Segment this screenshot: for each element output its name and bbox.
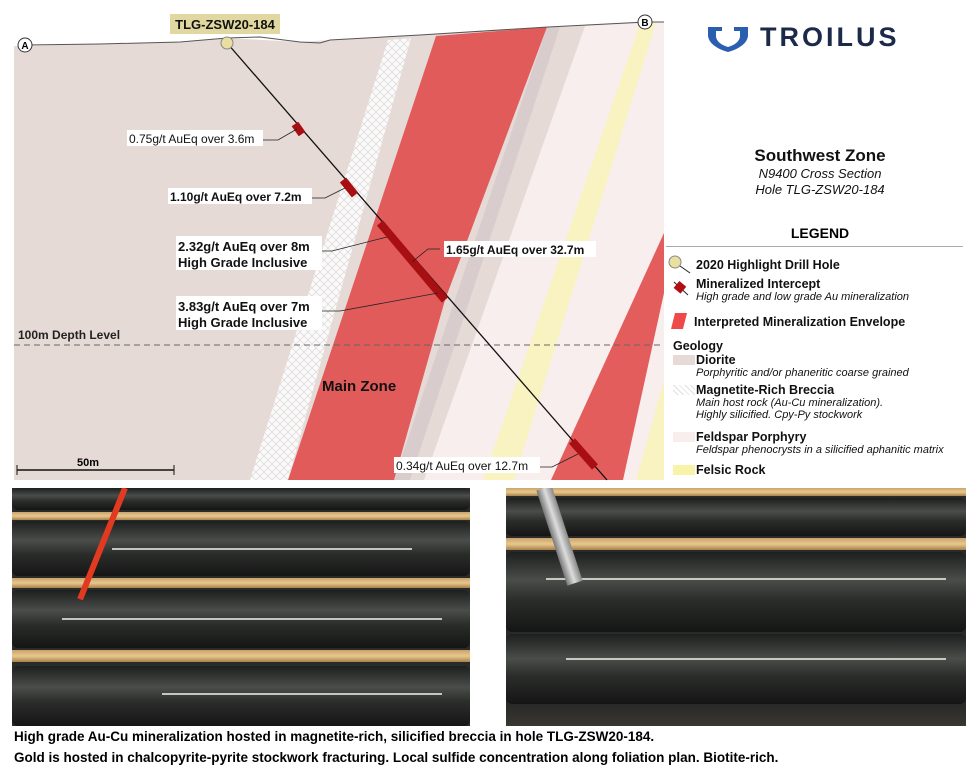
legend-item-drill-hole: 2020 Highlight Drill Hole xyxy=(696,258,840,272)
section-subtitle: N9400 Cross Section xyxy=(758,166,882,181)
depth-level-label: 100m Depth Level xyxy=(18,328,121,342)
legend-item-feldspar: Feldspar Porphyry Feldspar phenocrysts in a silicified aphanitic matrix xyxy=(696,430,944,456)
intercept-label: 2.32g/t AuEq over 8m xyxy=(178,239,310,254)
legend-item-felsic: Felsic Rock xyxy=(696,463,766,477)
endpoint-a-label: A xyxy=(21,41,29,52)
intercept-label: 1.10g/t AuEq over 7.2m xyxy=(170,190,302,204)
breccia-swatch xyxy=(673,385,695,395)
endpoint-b-label: B xyxy=(641,18,649,29)
intercept-label: 0.34g/t AuEq over 12.7m xyxy=(396,459,529,473)
intercept-label: 0.75g/t AuEq over 3.6m xyxy=(129,132,255,146)
hole-subtitle: Hole TLG-ZSW20-184 xyxy=(755,182,885,197)
legend-title: LEGEND xyxy=(790,225,850,241)
troilus-logo xyxy=(706,22,900,53)
hole-label: TLG-ZSW20-184 xyxy=(175,17,275,32)
legend-item-envelope: Interpreted Mineralization Envelope xyxy=(694,315,906,329)
zone-label: Main Zone xyxy=(322,378,397,395)
caption-line-1: High grade Au-Cu mineralization hosted in magnetite-rich, silicified breccia in hole TLG-ZSW20-184. xyxy=(14,729,655,744)
intercept-label: 3.83g/t AuEq over 7m xyxy=(178,299,310,314)
geology-title: Geology xyxy=(673,339,724,353)
cross-section-diagram xyxy=(0,0,664,482)
section-title-block xyxy=(670,146,970,198)
felsic-swatch xyxy=(673,465,695,475)
zone-title: Southwest Zone xyxy=(754,146,886,165)
intercept-label: High Grade Inclusive xyxy=(178,315,308,330)
diorite-swatch xyxy=(673,355,695,365)
troilus-shield-icon xyxy=(706,23,750,53)
scale-bar-label: 50m xyxy=(76,457,100,469)
legend-divider xyxy=(666,246,963,247)
envelope-legend-icon xyxy=(671,313,689,329)
intercept-legend-icon xyxy=(670,278,692,298)
feldspar-swatch xyxy=(673,432,695,442)
legend-item-diorite: Diorite Porphyritic and/or phaneritic coarse grained xyxy=(696,353,909,379)
logo-text: TROILUS xyxy=(760,22,900,52)
intercept-label: High Grade Inclusive xyxy=(178,255,308,270)
core-photo-right xyxy=(506,488,966,726)
core-photo-left xyxy=(12,488,470,726)
drill-hole-legend-icon xyxy=(668,255,694,275)
legend-item-breccia: Magnetite-Rich Breccia Main host rock (Au-Cu mineralization). Highly silicified. Cpy-Py stockwork xyxy=(696,383,884,421)
legend-item-intercept: Mineralized Intercept High grade and low grade Au mineralization xyxy=(696,277,909,303)
intercept-label: 1.65g/t AuEq over 32.7m xyxy=(446,243,585,257)
drill-collar-icon xyxy=(221,37,233,49)
caption-line-2: Gold is hosted in chalcopyrite-pyrite stockwork fracturing. Local sulfide concentration along foliation plan. Biotite-rich. xyxy=(14,750,779,765)
